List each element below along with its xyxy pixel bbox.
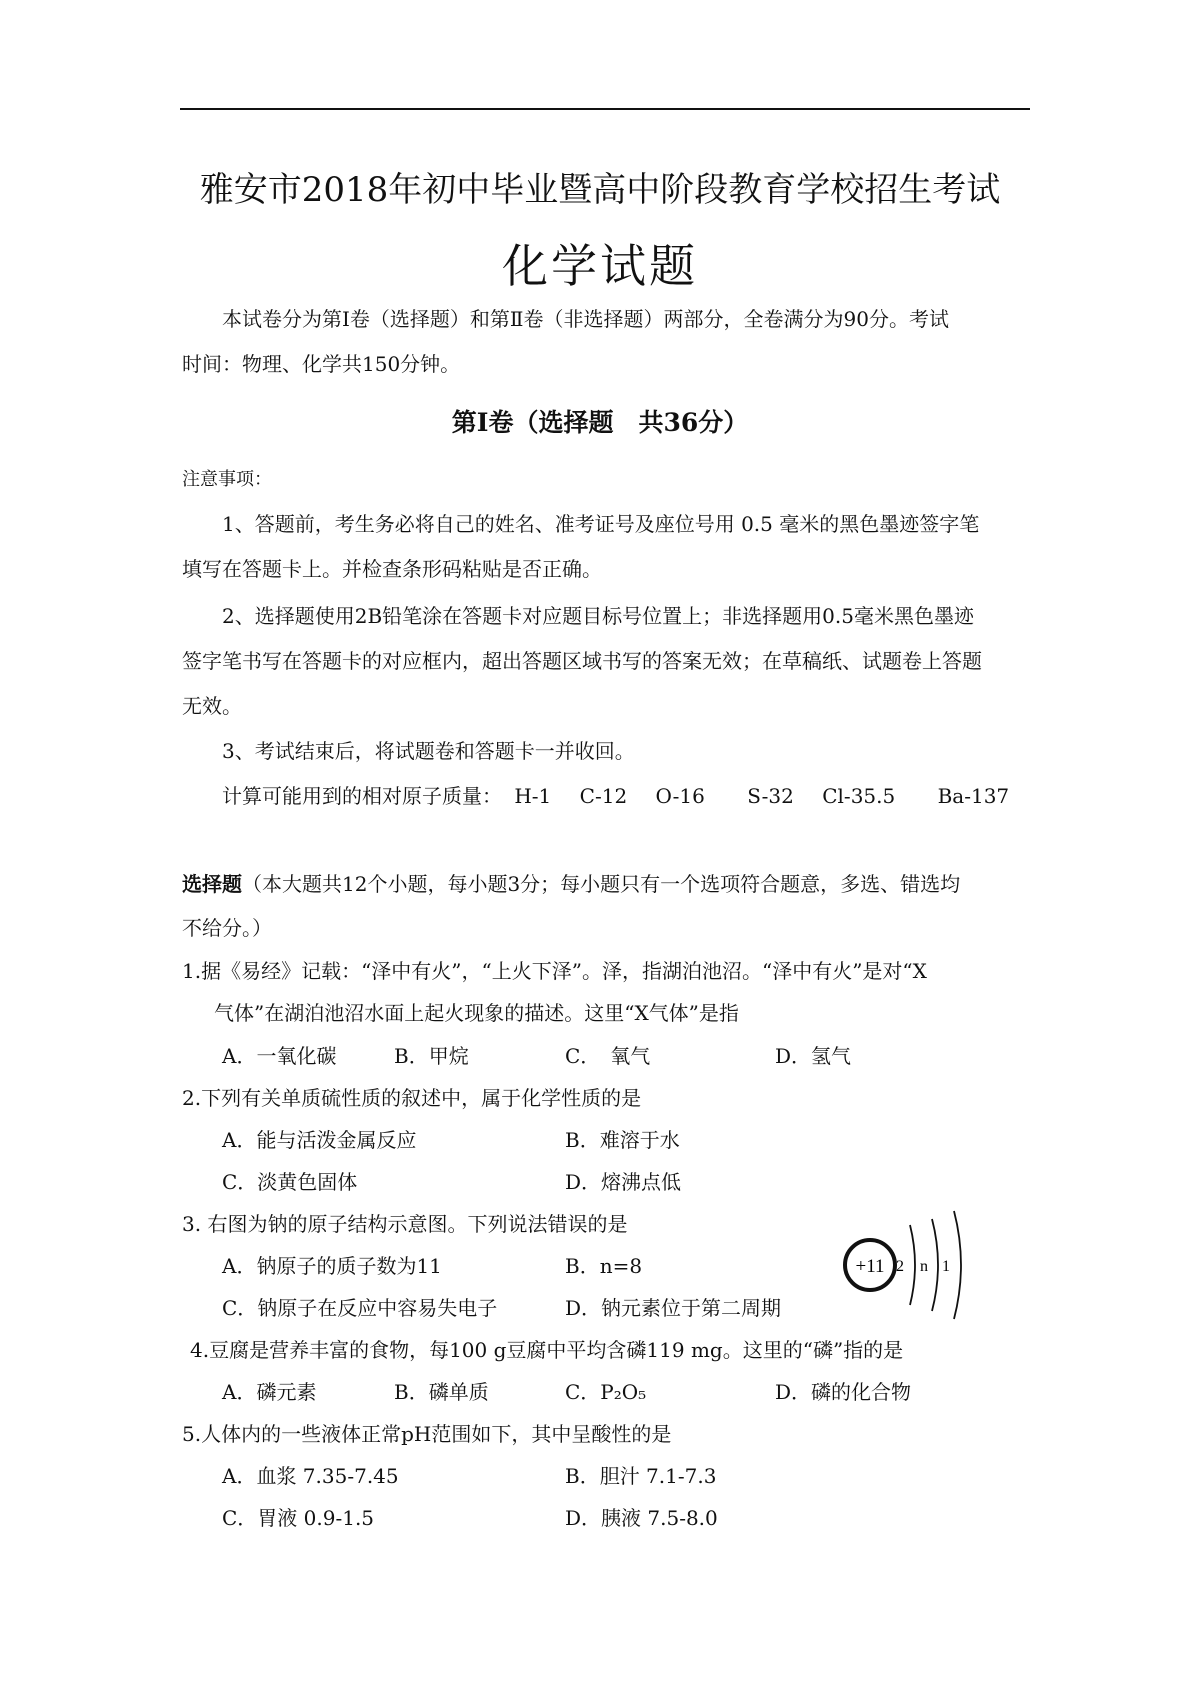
question-5-option-a: A．血浆 7.35-7.45: [222, 1464, 399, 1488]
question-2-option-b: B．难溶于水: [565, 1128, 680, 1152]
question-3-option-b: B．n=8: [565, 1254, 643, 1278]
nucleus-charge: +11: [855, 1256, 885, 1277]
section-1-title: 第Ⅰ卷（选择题 共36分）: [451, 408, 749, 437]
shell-2-electrons: n: [920, 1258, 928, 1275]
choice-section-line-1: [182, 868, 960, 897]
atomic-mass-cl: Cl-35.5: [822, 784, 896, 808]
question-5-option-d: D．胰液 7.5-8.0: [565, 1506, 718, 1530]
question-4-option-a: A．磷元素: [222, 1380, 317, 1404]
electron-shell-1-arc: [910, 1225, 915, 1305]
note-3: 3、考试结束后，将试题卷和答题卡一并收回。: [222, 739, 635, 763]
atomic-mass-s: S-32: [747, 784, 794, 808]
choice-section-line-2: 不给分。）: [182, 916, 272, 940]
intro-line-2: 时间：物理、化学共150分钟。: [182, 352, 461, 376]
shell-1-electrons: 2: [896, 1258, 904, 1275]
question-1-option-b: B．甲烷: [394, 1044, 469, 1068]
atomic-mass-line: [222, 780, 1009, 809]
question-4-stem: 4.豆腐是营养丰富的食物，每100 g豆腐中平均含磷119 mg。这里的“磷”指的是: [190, 1338, 904, 1362]
question-3-stem: 3. 右图为钠的原子结构示意图。下列说法错误的是: [182, 1212, 628, 1236]
notes-heading: 注意事项：: [182, 469, 272, 490]
question-2-option-a: A．能与活泼金属反应: [222, 1128, 417, 1152]
note-2-line-1: 2、选择题使用2B铅笔涂在答题卡对应题目标号位置上；非选择题用0.5毫米黑色墨迹: [222, 604, 974, 628]
intro-line-1: 本试卷分为第Ⅰ卷（选择题）和第Ⅱ卷（非选择题）两部分，全卷满分为90分。考试: [222, 307, 949, 331]
atomic-mass-o: O-16: [655, 784, 705, 808]
shell-3-electrons: 1: [942, 1258, 950, 1275]
exam-title: 雅安市2018年初中毕业暨高中阶段教育学校招生考试: [199, 170, 1001, 210]
note-2-line-3: 无效。: [182, 694, 242, 718]
question-3-option-c: C．钠原子在反应中容易失电子: [222, 1296, 498, 1320]
note-1-line-1: 1、答题前，考生务必将自己的姓名、准考证号及座位号用 0.5 毫米的黑色墨迹签字笔: [222, 512, 980, 536]
electron-shell-3-arc: [954, 1211, 961, 1319]
question-1-option-a: A．一氧化碳: [222, 1044, 337, 1068]
choice-section-heading: 选择题: [182, 872, 242, 896]
atomic-mass-c: C-12: [579, 784, 628, 808]
question-5-stem: 5.人体内的一些液体正常pH范围如下，其中呈酸性的是: [182, 1422, 672, 1446]
question-5-option-b: B．胆汁 7.1-7.3: [565, 1464, 717, 1488]
sodium-atom-diagram: [840, 1205, 980, 1325]
question-1-stem-1: 1.据《易经》记载：“泽中有火”，“上火下泽”。泽，指湖泊池沼。“泽中有火”是对“X: [182, 959, 927, 983]
note-2-line-2: 签字笔书写在答题卡的对应框内，超出答题区域书写的答案无效；在草稿纸、试题卷上答题: [182, 649, 982, 673]
choice-section-desc: （本大题共12个小题，每小题3分；每小题只有一个选项符合题意，多选、错选均: [242, 872, 961, 896]
question-5-option-c: C．胃液 0.9-1.5: [222, 1506, 375, 1530]
note-1-line-2: 填写在答题卡上。并检查条形码粘贴是否正确。: [182, 557, 602, 581]
question-4-option-d: D．磷的化合物: [775, 1380, 912, 1404]
atomic-mass-h: H-1: [514, 784, 552, 808]
question-3-option-d: D．钠元素位于第二周期: [565, 1296, 782, 1320]
question-2-option-d: D．熔沸点低: [565, 1170, 682, 1194]
question-1-stem-2: 气体”在湖泊池沼水面上起火现象的描述。这里“X气体”是指: [214, 1001, 739, 1025]
top-rule: [180, 108, 1030, 110]
question-4-option-b: B．磷单质: [394, 1380, 489, 1404]
question-1-option-c: C． 氧气: [565, 1044, 651, 1068]
subject-title: 化学试题: [502, 239, 698, 293]
electron-shell-2-arc: [932, 1219, 938, 1311]
question-3-option-a: A．钠原子的质子数为11: [222, 1254, 442, 1278]
question-4-option-c: C．P₂O₅: [565, 1380, 647, 1404]
atomic-mass-label: 计算可能用到的相对原子质量：: [222, 784, 502, 808]
question-2-stem: 2.下列有关单质硫性质的叙述中，属于化学性质的是: [182, 1086, 642, 1110]
atomic-mass-ba: Ba-137: [937, 784, 1010, 808]
question-2-option-c: C．淡黄色固体: [222, 1170, 358, 1194]
question-1-option-d: D．氢气: [775, 1044, 852, 1068]
